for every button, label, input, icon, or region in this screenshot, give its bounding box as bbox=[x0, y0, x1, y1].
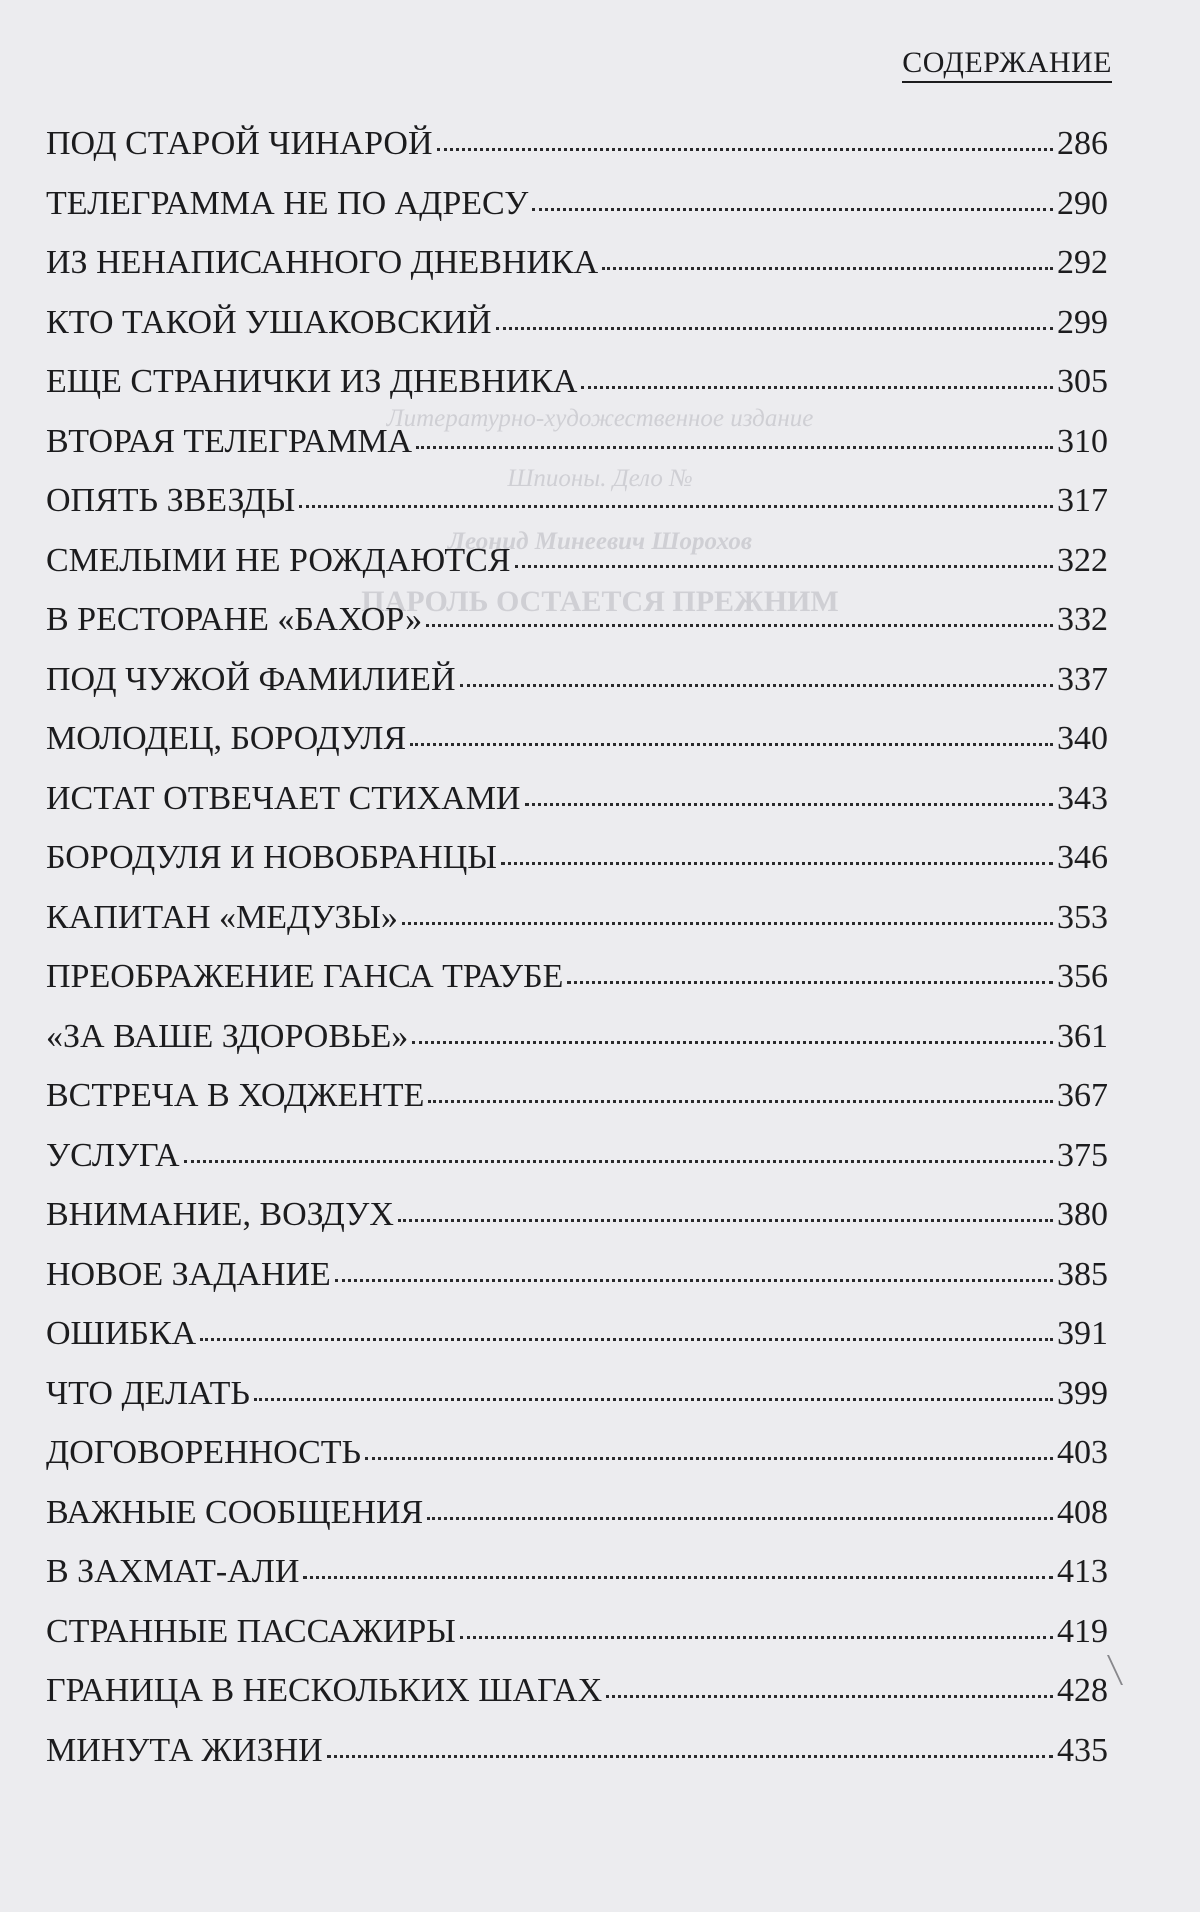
toc-entry-title: ВТОРАЯ ТЕЛЕГРАММА bbox=[46, 422, 413, 460]
toc-entry-title: ВСТРЕЧА В ХОДЖЕНТЕ bbox=[46, 1077, 425, 1114]
toc-entry-title: ПОД СТАРОЙ ЧИНАРОЙ bbox=[46, 125, 433, 162]
toc-entry-title: СТРАННЫЕ ПАССАЖИРЫ bbox=[46, 1612, 456, 1650]
bleed-through-line: ПАРОЛЬ ОСТАЕТСЯ ПРЕЖНИМ bbox=[361, 585, 839, 618]
dot-leader bbox=[200, 1338, 1053, 1341]
toc-entry[interactable] bbox=[46, 1077, 1108, 1137]
toc-entry-page-number: 346 bbox=[1057, 839, 1108, 876]
toc-entry-title: ИСТАТ ОТВЕЧАЕТ СТИХАМИ bbox=[46, 779, 521, 817]
toc-entry[interactable] bbox=[46, 1553, 1108, 1613]
toc-entry-page-number: 375 bbox=[1057, 1136, 1108, 1174]
toc-entry[interactable] bbox=[46, 1613, 1108, 1673]
dot-leader bbox=[525, 803, 1054, 806]
toc-entry-page-number: 299 bbox=[1057, 303, 1108, 341]
toc-entry-page-number: 380 bbox=[1057, 1196, 1108, 1233]
toc-entry[interactable] bbox=[46, 601, 1108, 661]
toc-entry[interactable] bbox=[46, 423, 1108, 483]
dot-leader bbox=[254, 1398, 1053, 1401]
toc-entry[interactable] bbox=[46, 1732, 1108, 1792]
dot-leader bbox=[398, 1219, 1053, 1222]
toc-entry[interactable] bbox=[46, 1137, 1108, 1197]
toc-entry-page-number: 353 bbox=[1057, 898, 1108, 936]
dot-leader bbox=[410, 743, 1053, 746]
toc-entry-title: ОПЯТЬ ЗВЕЗДЫ bbox=[46, 482, 296, 519]
toc-entry-page-number: 367 bbox=[1057, 1077, 1108, 1114]
toc-entry-page-number: 403 bbox=[1057, 1434, 1108, 1471]
toc-entry-title: ЕЩЕ СТРАНИЧКИ ИЗ ДНЕВНИКА bbox=[46, 363, 578, 400]
toc-entry-title: ПОД ЧУЖОЙ ФАМИЛИЕЙ bbox=[46, 660, 456, 698]
toc-entry-title: ПРЕОБРАЖЕНИЕ ГАНСА ТРАУБЕ bbox=[46, 958, 564, 995]
dot-leader bbox=[184, 1160, 1053, 1163]
toc-entry-title: УСЛУГА bbox=[46, 1136, 180, 1174]
dot-leader bbox=[460, 1636, 1053, 1639]
toc-entry-title: ВАЖНЫЕ СООБЩЕНИЯ bbox=[46, 1493, 424, 1531]
dot-leader bbox=[437, 148, 1053, 151]
toc-entry[interactable] bbox=[46, 958, 1108, 1018]
toc-entry[interactable] bbox=[46, 661, 1108, 721]
toc-entry-title: ОШИБКА bbox=[46, 1315, 197, 1352]
toc-entry-title: НОВОЕ ЗАДАНИЕ bbox=[46, 1255, 331, 1293]
toc-entry-page-number: 286 bbox=[1057, 125, 1108, 162]
toc-entry-title: ВНИМАНИЕ, ВОЗДУХ bbox=[46, 1196, 394, 1233]
dot-leader bbox=[501, 862, 1053, 865]
toc-entry[interactable] bbox=[46, 304, 1108, 364]
dot-leader bbox=[303, 1576, 1053, 1579]
toc-entry[interactable] bbox=[46, 125, 1108, 185]
dot-leader bbox=[426, 624, 1053, 627]
toc-entry[interactable] bbox=[46, 185, 1108, 245]
toc-entry-page-number: 305 bbox=[1057, 363, 1108, 400]
toc-entry-page-number: 317 bbox=[1057, 482, 1108, 519]
table-of-contents bbox=[46, 125, 1108, 1791]
dot-leader bbox=[567, 981, 1053, 984]
toc-entry[interactable] bbox=[46, 1375, 1108, 1435]
toc-entry[interactable] bbox=[46, 1494, 1108, 1554]
toc-entry[interactable] bbox=[46, 1256, 1108, 1316]
toc-entry[interactable] bbox=[46, 899, 1108, 959]
dot-leader bbox=[428, 1100, 1053, 1103]
dot-leader bbox=[365, 1457, 1053, 1460]
dot-leader bbox=[460, 684, 1054, 687]
toc-entry-title: СМЕЛЫМИ НЕ РОЖДАЮТСЯ bbox=[46, 541, 511, 579]
toc-entry-title: КТО ТАКОЙ УШАКОВСКИЙ bbox=[46, 303, 492, 341]
dot-leader bbox=[402, 922, 1053, 925]
dot-leader bbox=[532, 208, 1053, 211]
toc-entry-page-number: 340 bbox=[1057, 720, 1108, 757]
dot-leader bbox=[606, 1695, 1053, 1698]
dot-leader bbox=[515, 565, 1053, 568]
toc-entry-title: ИЗ НЕНАПИСАННОГО ДНЕВНИКА bbox=[46, 244, 599, 281]
toc-entry-title: «ЗА ВАШЕ ЗДОРОВЬЕ» bbox=[46, 1017, 409, 1055]
toc-entry-page-number: 399 bbox=[1057, 1374, 1108, 1412]
toc-entry[interactable] bbox=[46, 1196, 1108, 1256]
toc-entry[interactable] bbox=[46, 542, 1108, 602]
toc-entry-page-number: 292 bbox=[1057, 244, 1108, 281]
toc-entry[interactable] bbox=[46, 1018, 1108, 1078]
toc-entry[interactable] bbox=[46, 720, 1108, 780]
toc-entry-page-number: 343 bbox=[1057, 779, 1108, 817]
toc-entry-page-number: 428 bbox=[1057, 1672, 1108, 1709]
toc-entry-page-number: 413 bbox=[1057, 1553, 1108, 1590]
toc-entry-title: ДОГОВОРЕННОСТЬ bbox=[46, 1434, 362, 1471]
toc-entry-page-number: 361 bbox=[1057, 1017, 1108, 1055]
dot-leader bbox=[602, 267, 1053, 270]
toc-entry-title: ЧТО ДЕЛАТЬ bbox=[46, 1374, 250, 1412]
toc-entry-title: В РЕСТОРАНЕ «БАХОР» bbox=[46, 601, 423, 638]
toc-entry-title: КАПИТАН «МЕДУЗЫ» bbox=[46, 898, 398, 936]
toc-entry-title: ГРАНИЦА В НЕСКОЛЬКИХ ШАГАХ bbox=[46, 1672, 603, 1709]
toc-entry-title: МИНУТА ЖИЗНИ bbox=[46, 1731, 323, 1769]
dot-leader bbox=[416, 446, 1053, 449]
dot-leader bbox=[327, 1755, 1053, 1758]
toc-entry[interactable] bbox=[46, 482, 1108, 542]
toc-entry-page-number: 356 bbox=[1057, 958, 1108, 995]
toc-entry-title: БОРОДУЛЯ И НОВОБРАНЦЫ bbox=[46, 839, 497, 876]
toc-entry-page-number: 408 bbox=[1057, 1493, 1108, 1531]
bleed-through-line: Литературно-художественное издание bbox=[386, 405, 814, 432]
toc-entry-page-number: 290 bbox=[1057, 184, 1108, 222]
toc-entry-page-number: 322 bbox=[1057, 541, 1108, 579]
toc-entry[interactable] bbox=[46, 1315, 1108, 1375]
toc-entry-page-number: 310 bbox=[1057, 422, 1108, 460]
toc-entry-title: МОЛОДЕЦ, БОРОДУЛЯ bbox=[46, 720, 407, 757]
toc-entry-title: ТЕЛЕГРАММА НЕ ПО АДРЕСУ bbox=[46, 184, 529, 222]
toc-entry[interactable] bbox=[46, 244, 1108, 304]
dot-leader bbox=[581, 386, 1053, 389]
dot-leader bbox=[427, 1517, 1053, 1520]
toc-entry-title: В ЗАХМАТ-АЛИ bbox=[46, 1553, 300, 1590]
dot-leader bbox=[335, 1279, 1053, 1282]
bleed-through-line: Шпионы. Дело № bbox=[507, 465, 693, 492]
dot-leader bbox=[412, 1041, 1053, 1044]
toc-entry-page-number: 435 bbox=[1057, 1731, 1108, 1769]
toc-entry[interactable] bbox=[46, 1672, 1108, 1732]
page-title: СОДЕРЖАНИЕ bbox=[902, 46, 1112, 83]
toc-entry-page-number: 385 bbox=[1057, 1255, 1108, 1293]
dot-leader bbox=[299, 505, 1053, 508]
dot-leader bbox=[496, 327, 1053, 330]
toc-entry[interactable] bbox=[46, 839, 1108, 899]
bleed-through-line: Леонид Минеевич Шорохов bbox=[447, 528, 753, 555]
toc-entry[interactable] bbox=[46, 1434, 1108, 1494]
toc-entry-page-number: 391 bbox=[1057, 1315, 1108, 1352]
toc-entry-page-number: 332 bbox=[1057, 601, 1108, 638]
toc-entry[interactable] bbox=[46, 780, 1108, 840]
toc-entry-page-number: 419 bbox=[1057, 1612, 1108, 1650]
toc-entry[interactable] bbox=[46, 363, 1108, 423]
toc-entry-page-number: 337 bbox=[1057, 660, 1108, 698]
